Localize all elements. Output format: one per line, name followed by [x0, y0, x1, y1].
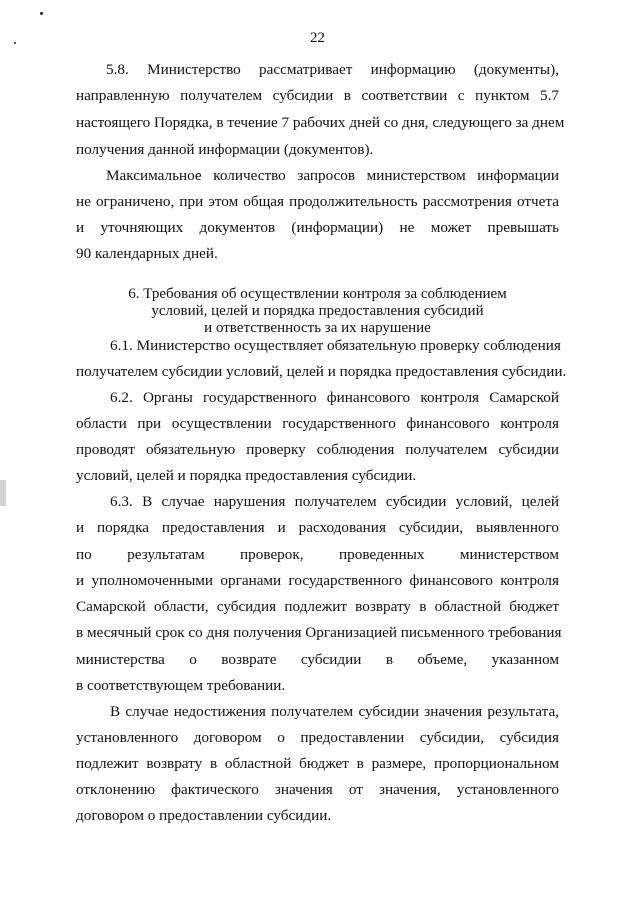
paragraph-line: направленную получателем субсидии в соответствии с пунктом 5.7	[76, 87, 559, 104]
paragraph-line: В случае недостижения получателем субсидии значения результата,	[110, 703, 559, 720]
paragraph-line: министерства о возврате субсидии в объеме, указанном	[76, 651, 559, 668]
paragraph-line: проводят обязательную проверку соблюдения получателем субсидии	[76, 441, 559, 458]
paragraph-line: и уполномоченными органами государственного финансового контроля	[76, 572, 559, 589]
paragraph-line: и порядка предоставления и расходования субсидии, выявленного	[76, 519, 559, 536]
paragraph-line: договором о предоставлении субсидии.	[76, 807, 332, 824]
paragraph-line: настоящего Порядка, в течение 7 рабочих дней со дня, следующего за днем	[76, 114, 565, 131]
paragraph-line: Максимальное количество запросов министерством информации	[106, 167, 559, 184]
paragraph-line: 6.2. Органы государственного финансового контроля Самарской	[110, 389, 559, 406]
paragraph-line: и уточняющих документов (информации) не может превышать	[76, 219, 559, 236]
paragraph-line: области при осуществлении государственного финансового контроля	[76, 415, 559, 432]
paragraph-line: 6.1. Министерство осуществляет обязательную проверку соблюдения	[110, 337, 561, 354]
paragraph-line: получения данной информации (документов).	[76, 141, 374, 158]
paragraph-line: 90 календарных дней.	[76, 245, 218, 262]
paragraph-line: условий, целей и порядка предоставления субсидии.	[76, 467, 417, 484]
section-heading: условий, целей и порядка предоставления субсидий	[151, 303, 484, 319]
section-heading: 6. Требования об осуществлении контроля за соблюдением	[128, 286, 507, 302]
scan-edge-mark	[0, 480, 6, 506]
section-heading: и ответственность за их нарушение	[204, 320, 431, 336]
paragraph-line: в месячный срок со дня получения Организацией письменного требования	[76, 624, 562, 641]
paragraph-line: 5.8. Министерство рассматривает информацию (документы),	[106, 61, 559, 78]
paragraph-line: получателем субсидии условий, целей и порядка предоставления субсидии.	[76, 363, 567, 380]
paragraph-line: в соответствующем требовании.	[76, 677, 286, 694]
scan-speck	[40, 12, 43, 15]
page-number: 22	[310, 30, 325, 46]
paragraph-line: 6.3. В случае нарушения получателем субсидии условий, целей	[110, 493, 559, 510]
paragraph-line: Самарской области, субсидия подлежит возврату в областной бюджет	[76, 598, 559, 615]
paragraph-line: установленного договором о предоставлении субсидии, субсидия	[76, 729, 559, 746]
paragraph-line: отклонению фактического значения от значения, установленного	[76, 781, 559, 798]
paragraph-line: не ограничено, при этом общая продолжительность рассмотрения отчета	[76, 193, 559, 210]
paragraph-line: подлежит возврату в областной бюджет в размере, пропорциональном	[76, 755, 559, 772]
paragraph-line: по результатам проверок, проведенных министерством	[76, 546, 559, 563]
